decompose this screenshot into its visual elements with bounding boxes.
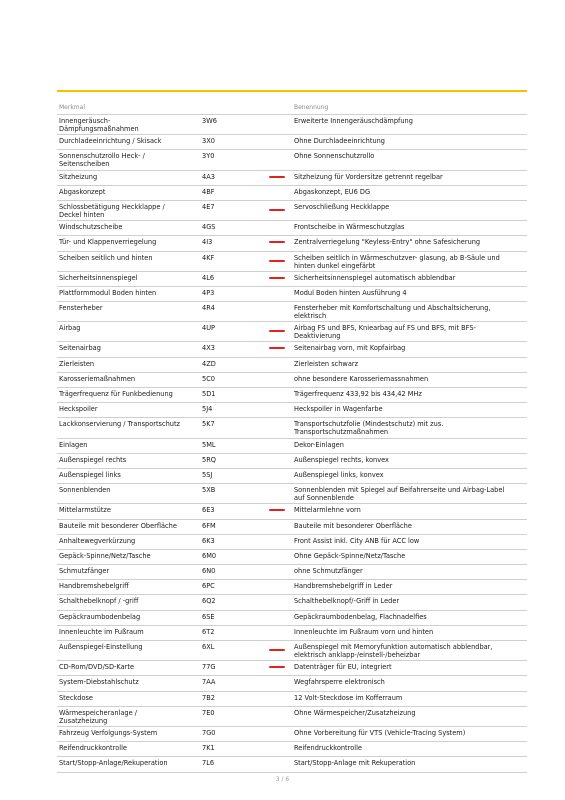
merkmal-cell: Tür- und Klappenverriegelung [59, 238, 157, 247]
benennung-cell: Sonnenblenden mit Spiegel auf Beifahrerseite und Airbag-Label auf Sonnenblende [294, 486, 505, 503]
merkmal-cell: Zierleisten [59, 359, 95, 368]
benennung-cell: Mittelarmlehne vorn [294, 506, 361, 515]
table-row [57, 726, 527, 741]
merkmal-cell: Sicherheitsinnenspiegel [59, 273, 138, 282]
benennung-cell: Ohne Wärmespeicher/Zusatzheizung [294, 708, 416, 717]
benennung-cell: Außenspiegel rechts, konvex [294, 455, 389, 464]
table-row [57, 660, 527, 675]
table-row [57, 357, 527, 372]
merkmal-cell: Lackkonservierung / Transportschutz [59, 420, 181, 429]
code-cell: 7L6 [202, 759, 215, 768]
merkmal-cell: Gepäck-Spinne/Netz/Tasche [59, 551, 151, 560]
code-cell: 6M0 [202, 551, 217, 560]
table-row [57, 114, 527, 134]
table-row [57, 756, 527, 772]
table-row [57, 301, 527, 321]
benennung-cell: Außenspiegel mit Memoryfunktion automatisch abblendbar, elektrisch anklapp-/einstell-/beheizbar [294, 643, 493, 659]
benennung-cell: Ohne Sonnenschutzrollo [294, 152, 375, 161]
code-cell: 6PC [202, 582, 215, 591]
code-cell: 3W6 [202, 117, 217, 125]
merkmal-cell: Anhaltewegverkürzung [59, 536, 136, 545]
benennung-cell: Frontscheibe in Wärmeschutzglas [294, 223, 405, 232]
code-cell: 4ZD [202, 359, 216, 368]
code-cell: 6FM [202, 521, 216, 530]
merkmal-cell: Start/Stopp-Anlage/Rekuperation [59, 759, 168, 768]
table-row [57, 271, 527, 286]
benennung-cell: Trägerfrequenz 433,92 bis 434,42 MHz [294, 390, 422, 398]
code-cell: 4A3 [202, 172, 215, 181]
merkmal-cell: Mittelarmstütze [59, 506, 111, 515]
benennung-cell: Abgaskonzept, EU6 DG [294, 187, 371, 196]
table-row [57, 564, 527, 579]
merkmal-cell: Innenleuchte im Fußraum [59, 627, 144, 636]
table-row [57, 483, 527, 503]
red-highlight-mark [269, 176, 285, 178]
code-cell: 7E0 [202, 708, 215, 717]
table-row [57, 417, 527, 437]
table-row [57, 610, 527, 625]
merkmal-cell: Außenspiegel-Einstellung [59, 643, 143, 651]
code-cell: 5J4 [202, 405, 213, 414]
benennung-cell: Ohne Gepäck-Spinne/Netz/Tasche [294, 551, 406, 560]
merkmal-cell: Steckdose [59, 693, 93, 702]
benennung-cell: Zentralverriegelung "Keyless-Entry" ohne Safesicherung [294, 238, 481, 247]
code-cell: 5D1 [202, 390, 216, 398]
benennung-cell: Sitzheizung für Vordersitze getrennt regelbar [294, 172, 443, 181]
benennung-cell: Zierleisten schwarz [294, 359, 359, 368]
code-cell: 4E7 [202, 202, 215, 211]
merkmal-cell: Airbag [59, 324, 81, 333]
code-cell: 6XL [202, 643, 215, 651]
code-cell: 4I3 [202, 238, 213, 247]
code-cell: 7B2 [202, 693, 215, 702]
code-cell: 4UP [202, 324, 215, 333]
red-highlight-mark [269, 509, 285, 511]
table-row [57, 402, 527, 417]
merkmal-cell: Trägerfrequenz für Funkbedienung [59, 390, 173, 398]
table-row [57, 321, 527, 341]
merkmal-cell: Karosseriemaßnahmen [59, 374, 136, 383]
merkmal-cell: Heckspoiler [59, 405, 98, 414]
benennung-cell: Bauteile mit besonderer Oberfläche [294, 521, 412, 530]
merkmal-cell: Scheiben seitlich und hinten [59, 253, 153, 262]
benennung-cell: Datenträger für EU, integriert [294, 663, 392, 672]
benennung-cell: ohne besondere Karosseriemassnahmen [294, 374, 429, 383]
benennung-cell: Schalthebelknopf/-Griff in Leder [294, 597, 400, 606]
benennung-cell: Ohne Durchladeeinrichtung [294, 137, 385, 146]
page-number: 3 / 6 [275, 776, 290, 783]
code-cell: 7K1 [202, 744, 215, 753]
benennung-cell: Sicherheitsinnenspiegel automatisch abblendbar [294, 273, 456, 282]
merkmal-cell: Bauteile mit besonderer Oberfläche [59, 521, 177, 530]
benennung-cell: Heckspoiler in Wagenfarbe [294, 405, 383, 414]
code-cell: 6K3 [202, 536, 215, 545]
merkmal-cell: Plattformmodul Boden hinten [59, 288, 157, 297]
red-highlight-mark [269, 277, 285, 279]
table-row [57, 519, 527, 534]
red-highlight-mark [269, 260, 285, 262]
benennung-cell: Erweiterte Innengeräuschdämpfung [294, 117, 413, 125]
table-row [57, 579, 527, 594]
benennung-cell: Reifendruckkontrolle [294, 744, 362, 753]
code-cell: 4KF [202, 253, 215, 262]
merkmal-cell: Schalthebelknopf / -griff [59, 597, 139, 606]
code-cell: 6N0 [202, 567, 216, 576]
merkmal-cell: Außenspiegel links [59, 470, 121, 479]
merkmal-cell: Schmutzfänger [59, 567, 110, 576]
table-row [57, 341, 527, 356]
code-cell: 6T2 [202, 627, 215, 636]
table-row [57, 220, 527, 235]
code-cell: 7AA [202, 678, 216, 687]
red-highlight-mark [269, 666, 285, 668]
merkmal-cell: Schlossbetätigung Heckklappe / Deckel hinten [59, 202, 165, 219]
table-row [57, 251, 527, 271]
benennung-cell: Seitenairbag vorn, mit Kopfairbag [294, 344, 406, 353]
merkmal-cell: Sonnenschutzrollo Heck- / Seitenscheiben [59, 152, 145, 169]
code-cell: 4BF [202, 187, 215, 196]
table-row [57, 640, 527, 660]
table-row [57, 549, 527, 564]
benennung-cell: Modul Boden hinten Ausführung 4 [294, 288, 407, 297]
code-cell: 4P3 [202, 288, 215, 297]
header-merkmal: Merkmal [59, 104, 85, 111]
benennung-cell: Start/Stopp-Anlage mit Rekuperation [294, 759, 416, 768]
code-cell: 5RQ [202, 455, 216, 464]
merkmal-cell: Reifendruckkontrolle [59, 744, 127, 753]
benennung-cell: Dekor-Einlagen [294, 440, 344, 449]
red-highlight-mark [269, 649, 285, 651]
code-cell: 5XB [202, 486, 216, 495]
benennung-cell: Servoschließung Heckklappe [294, 202, 390, 211]
table-row [57, 235, 527, 250]
code-cell: 4X3 [202, 344, 215, 353]
red-highlight-mark [269, 330, 285, 332]
table-row [57, 372, 527, 387]
red-highlight-mark [269, 241, 285, 243]
benennung-cell: Wegfahrsperre elektronisch [294, 678, 385, 687]
header-benennung: Benennung [294, 104, 329, 111]
benennung-cell: Airbag FS und BFS, Kniearbag auf FS und BFS, mit BFS- Deaktivierung [294, 324, 476, 341]
benennung-cell: Handbremshebelgriff in Leder [294, 582, 393, 591]
merkmal-cell: Handbremshebelgriff [59, 582, 129, 591]
code-cell: 77G [202, 663, 216, 672]
merkmal-cell: Einlagen [59, 440, 88, 449]
benennung-cell: Innenleuchte im Fußraum vorn und hinten [294, 627, 434, 636]
table-row [57, 149, 527, 169]
code-cell: 5SJ [202, 470, 213, 479]
benennung-cell: 12 Volt-Steckdose im Kofferraum [294, 693, 403, 702]
benennung-cell: Fensterheber mit Komfortschaltung und Abschaltsicherung, elektrisch [294, 304, 491, 321]
merkmal-cell: Durchladeeinrichtung / Skisack [59, 137, 162, 146]
table-row [57, 453, 527, 468]
code-cell: 4GS [202, 223, 216, 232]
table-row [57, 286, 527, 301]
table-row [57, 741, 527, 756]
red-highlight-mark [269, 209, 285, 211]
benennung-cell: Front Assist inkl. City ANB für ACC low [294, 536, 420, 545]
merkmal-cell: Seitenairbag [59, 344, 101, 353]
code-cell: 4L6 [202, 273, 215, 282]
benennung-cell: Scheiben seitlich in Wärmeschutzver- glasung, ab B-Säule und hinten dunkel eingefärbt [294, 253, 500, 270]
merkmal-cell: Außenspiegel rechts [59, 455, 127, 464]
benennung-cell: Außenspiegel links, konvex [294, 470, 384, 479]
benennung-cell: ohne Schmutzfänger [294, 567, 363, 576]
code-cell: 5ML [202, 440, 216, 449]
table-row [57, 438, 527, 453]
table-row [57, 675, 527, 690]
benennung-cell: Ohne Vorbereitung für VTS (Vehicle-Tracing System) [294, 728, 466, 737]
merkmal-cell: Fahrzeug Verfolgungs-System [59, 728, 158, 737]
code-cell: 3X0 [202, 137, 215, 146]
benennung-cell: Transportschutzfolie (Mindestschutz) mit zus. Transportschutzmaßnahmen [294, 420, 444, 437]
merkmal-cell: Sitzheizung [59, 172, 98, 181]
table-row [57, 185, 527, 200]
merkmal-cell: Wärmespeicheranlage / Zusatzheizung [59, 708, 137, 725]
table-row [57, 503, 527, 518]
table-row [57, 134, 527, 149]
code-cell: 6Q2 [202, 597, 216, 606]
table-row [57, 706, 527, 726]
merkmal-cell: System-Diebstahlschutz [59, 678, 139, 687]
merkmal-cell: Innengeräusch- Dämpfungsmaßnahmen [59, 117, 139, 133]
merkmal-cell: Abgaskonzept [59, 187, 106, 196]
merkmal-cell: CD-Rom/DVD/SD-Karte [59, 663, 135, 672]
merkmal-cell: Windschutzscheibe [59, 223, 123, 232]
table-row [57, 387, 527, 402]
equipment-table [57, 114, 527, 773]
table-row [57, 691, 527, 706]
code-cell: 5C0 [202, 374, 215, 383]
table-header [57, 102, 527, 114]
merkmal-cell: Gepäckraumbodenbelag [59, 612, 141, 621]
merkmal-cell: Fensterheber [59, 304, 103, 313]
code-cell: 7G0 [202, 728, 216, 737]
table-row [57, 468, 527, 483]
red-highlight-mark [269, 347, 285, 349]
code-cell: 5K7 [202, 420, 215, 429]
top-accent-rule [57, 90, 527, 92]
table-row [57, 534, 527, 549]
table-row [57, 170, 527, 185]
code-cell: 4R4 [202, 304, 215, 313]
code-cell: 6E3 [202, 506, 215, 515]
benennung-cell: Gepäckraumbodenbelag, Flachnadelfies [294, 612, 427, 621]
merkmal-cell: Sonnenblenden [59, 486, 111, 495]
code-cell: 3Y0 [202, 152, 215, 161]
code-cell: 6SE [202, 612, 215, 621]
table-row [57, 594, 527, 609]
table-row [57, 625, 527, 640]
table-row [57, 200, 527, 220]
